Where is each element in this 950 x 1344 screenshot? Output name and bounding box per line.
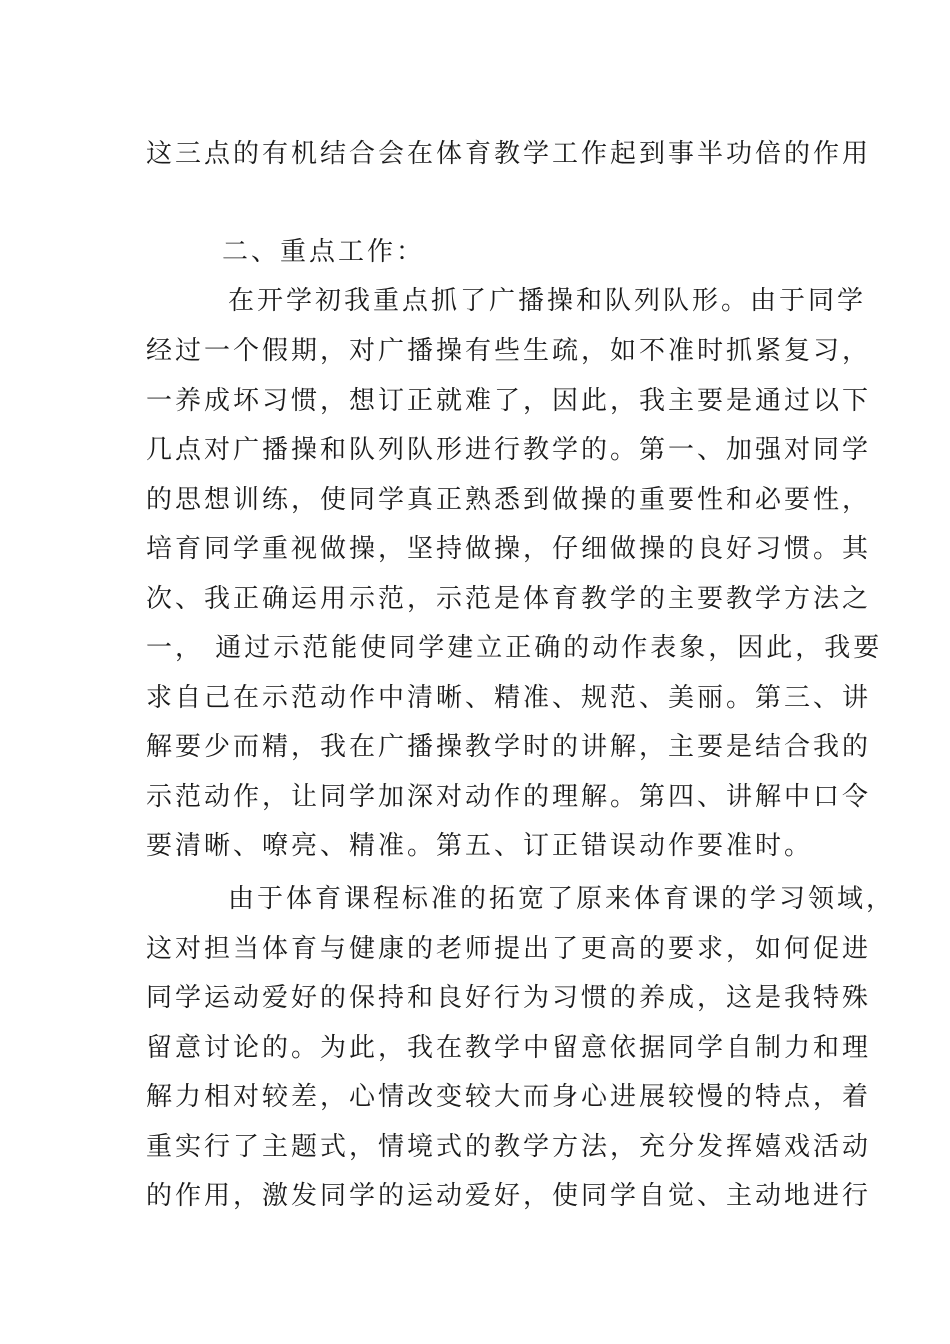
paragraph-2-line: 重实行了主题式，情境式的教学方法，充分发挥嬉戏活动 [146,1132,872,1162]
paragraph-2-line: 解力相对较差，心情改变较大而身心进展较慢的特点，着 [146,1082,872,1112]
paragraph-1-line: 的思想训练，使同学真正熟悉到做操的重要性和必要性， [146,485,872,515]
paragraph-1-line: 要清晰、嘹亮、精准。第五、订正错误动作要准时。 [146,831,814,861]
paragraph-1-line: 求自己在示范动作中清晰、精准、规范、美丽。第三、讲 [146,683,872,713]
paragraph-1-line: 一， 通过示范能使同学建立正确的动作表象，因此，我要 [146,633,883,663]
section-heading: 二、重点工作： [222,237,426,267]
paragraph-1-line: 示范动作，让同学加深对动作的理解。第四、讲解中口令 [146,782,872,812]
paragraph-1-line: 几点对广播操和队列队形进行教学的。第一、加强对同学 [146,435,872,465]
paragraph-2-line: 这对担当体育与健康的老师提出了更高的要求，如何促进 [146,934,872,964]
paragraph-2-line: 留意讨论的。为此，我在教学中留意依据同学自制力和理 [146,1033,872,1063]
paragraph-1-line: 经过一个假期，对广播操有些生疏，如不准时抓紧复习， [146,336,872,366]
paragraph-2-line: 同学运动爱好的保持和良好行为习惯的养成，这是我特殊 [146,983,872,1013]
paragraph-1-line: 解要少而精，我在广播操教学时的讲解，主要是结合我的 [146,732,872,762]
paragraph-2-line: 由于体育课程标准的拓宽了原来体育课的学习领域， [228,884,896,914]
paragraph-2-line: 的作用，激发同学的运动爱好，使同学自觉、主动地进行 [146,1181,872,1211]
paragraph-1-line: 一养成坏习惯，想订正就难了，因此，我主要是通过以下 [146,386,872,416]
paragraph-1-line: 培育同学重视做操，坚持做操，仔细做操的良好习惯。其 [146,534,872,564]
paragraph-1-line: 在开学初我重点抓了广播操和队列队形。由于同学 [228,286,867,316]
paragraph-1-line: 次、我正确运用示范，示范是体育教学的主要教学方法之 [146,584,872,614]
text-line-continuation: 这三点的有机结合会在体育教学工作起到事半功倍的作用 [146,139,872,169]
